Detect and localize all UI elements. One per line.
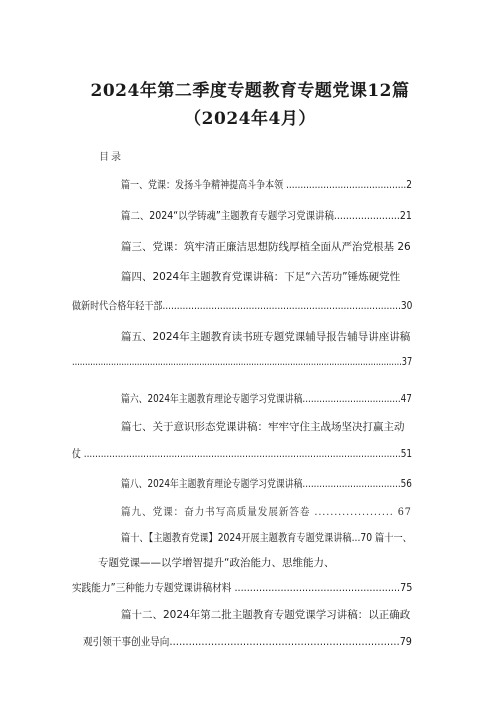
toc-entry-7-cont[interactable]: 仗 ................................................................................................................51 [72,448,413,460]
toc-entry-12[interactable]: 篇十二、2024年第二批主题教育专题党课学习讲稿：以正确政 [121,609,411,621]
toc-entry-3[interactable]: 篇三、党课：筑牢清正廉洁思想防线厚植全面从严治党根基 26 [121,241,411,253]
toc-entry-8[interactable]: 篇八、2024年主题教育理论专题学习党课讲稿...................................56 [121,478,412,490]
toc-entry-5[interactable]: 篇五、2024年主题教育读书班专题党课辅导报告辅导讲座讲稿 [121,331,411,343]
toc-entry-6[interactable]: 篇六、2024年主题教育理论专题学习党课讲稿...................................47 [121,393,412,405]
toc-entry-9[interactable]: 篇九、党课：奋力书写高质量发展新答卷 .................... 67 [121,506,412,518]
toc-entry-11[interactable]: 专题党课——以学增智提升“政治能力、思维能力、 [98,557,335,569]
toc-entry-12-cont[interactable]: 观引领干事创业导向………………………………………………………………79 [83,636,412,648]
toc-entry-2[interactable]: 篇二、2024“以学铸魂”主题教育专题学习党课讲稿......................21 [121,210,412,222]
toc-entry-4-cont[interactable]: 做新时代合格年轻干部...................................................................................30 [72,300,413,312]
toc-entry-1[interactable]: 篇一、党课：发扬斗争精神提高斗争本领 ..........................................2 [121,179,413,191]
toc-entry-5-cont[interactable]: ...............................................................................................................................37 [72,356,413,368]
toc-entry-11-cont[interactable]: 实践能力”三种能力专题党课讲稿材料 ......................................................75 [72,582,413,594]
toc-entry-4[interactable]: 篇四、2024年主题教育党课讲稿：下足“六苦功”锤炼硬党性 [121,271,401,283]
toc-heading: 目录 [99,152,123,163]
document-title: 2024年第二季度专题教育专题党课12篇 [90,81,410,101]
toc-entry-10[interactable]: 篇十、【主题教育党课】2024开展主题教育专题党课讲稿...70 篇十一、 [121,532,412,544]
toc-entry-7[interactable]: 篇七、关于意识形态党课讲稿：牢牢守住主战场坚决打赢主动 [121,421,405,433]
document-subtitle: （2024年4月） [184,109,316,129]
